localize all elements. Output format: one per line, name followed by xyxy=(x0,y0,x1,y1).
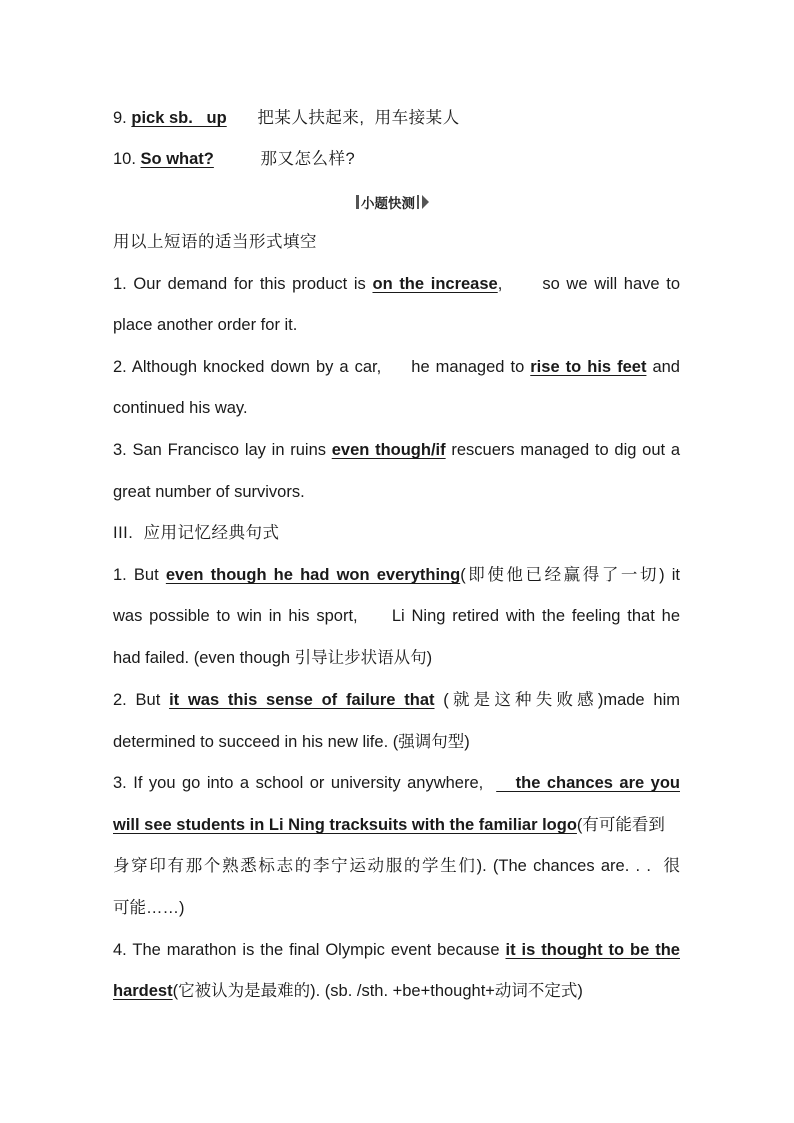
fill-question-3: 3. San Francisco lay in ruins even though/if rescuers managed to dig out a xyxy=(113,441,680,459)
answer: it is thought to be the xyxy=(505,941,680,959)
fill-question-3-cont: great number of survivors. xyxy=(113,483,305,501)
meaning: 那又怎么样? xyxy=(260,150,356,168)
answer: hardest xyxy=(113,982,173,1000)
sentence-3: 3. If you go into a school or university anywhere, the chances are you xyxy=(113,774,680,792)
fill-question-1: 1. Our demand for this product is on the increase, so we will have to xyxy=(113,275,680,293)
phrase: pick sb. up xyxy=(131,109,227,127)
answer: will see students in Li Ning tracksuits with the familiar logo xyxy=(113,816,577,834)
sentence-2-cont: determined to succeed in his new life. (强调句型) xyxy=(113,733,470,751)
badge-label: 小题快测 xyxy=(361,196,415,211)
vocab-item-10 xyxy=(113,148,680,170)
sentence-1-cont2: had failed. (even though 引导让步状语从句) xyxy=(113,649,433,667)
answer: on the increase xyxy=(372,275,498,293)
item-number: 9. xyxy=(113,109,127,127)
sentence-4-cont: hardest(它被认为是最难的). (sb. /sth. +be+thought+动词不定式) xyxy=(113,982,583,1000)
sentence-3-cont: will see students in Li Ning tracksuits with the familiar logo(有可能看到 xyxy=(113,816,665,834)
section-title: III. 应用记忆经典句式 xyxy=(113,524,280,542)
badge-bar-icon xyxy=(356,195,359,209)
sentence-3-cont2: 身穿印有那个熟悉标志的李宁运动服的学生们). (The chances are. . . 很 xyxy=(113,857,680,875)
answer: the chances are you xyxy=(496,774,680,792)
item-number: 10. xyxy=(113,150,136,168)
answer: even though he had won everything xyxy=(165,566,461,584)
answer: rise to his feet xyxy=(530,358,647,376)
badge-bar-right-icon xyxy=(417,195,419,209)
answer: it was this sense of failure that xyxy=(169,691,435,709)
instruction: 用以上短语的适当形式填空 xyxy=(113,233,317,251)
badge-arrow-icon xyxy=(422,195,429,209)
sentence-1: 1. But even though he had won everything(即使他已经赢得了一切) it xyxy=(113,566,680,584)
sentence-4: 4. The marathon is the final Olympic event because it is thought to be the xyxy=(113,941,680,959)
sentence-2: 2. But it was this sense of failure that (就是这种失败感)made him xyxy=(113,691,680,709)
fill-question-1-cont: place another order for it. xyxy=(113,316,298,334)
phrase: So what? xyxy=(140,150,214,168)
section-badge xyxy=(356,192,429,212)
fill-question-2: 2. Although knocked down by a car, he managed to rise to his feet and xyxy=(113,358,680,376)
sentence-1-cont: was possible to win in his sport, Li Ning retired with the feeling that he xyxy=(113,607,680,625)
sentence-3-cont3: 可能……) xyxy=(113,899,185,917)
meaning: 把某人扶起来, 用车接某人 xyxy=(257,109,460,127)
vocab-item-9 xyxy=(113,107,680,129)
fill-question-2-cont: continued his way. xyxy=(113,399,248,417)
answer: even though/if xyxy=(331,441,446,459)
